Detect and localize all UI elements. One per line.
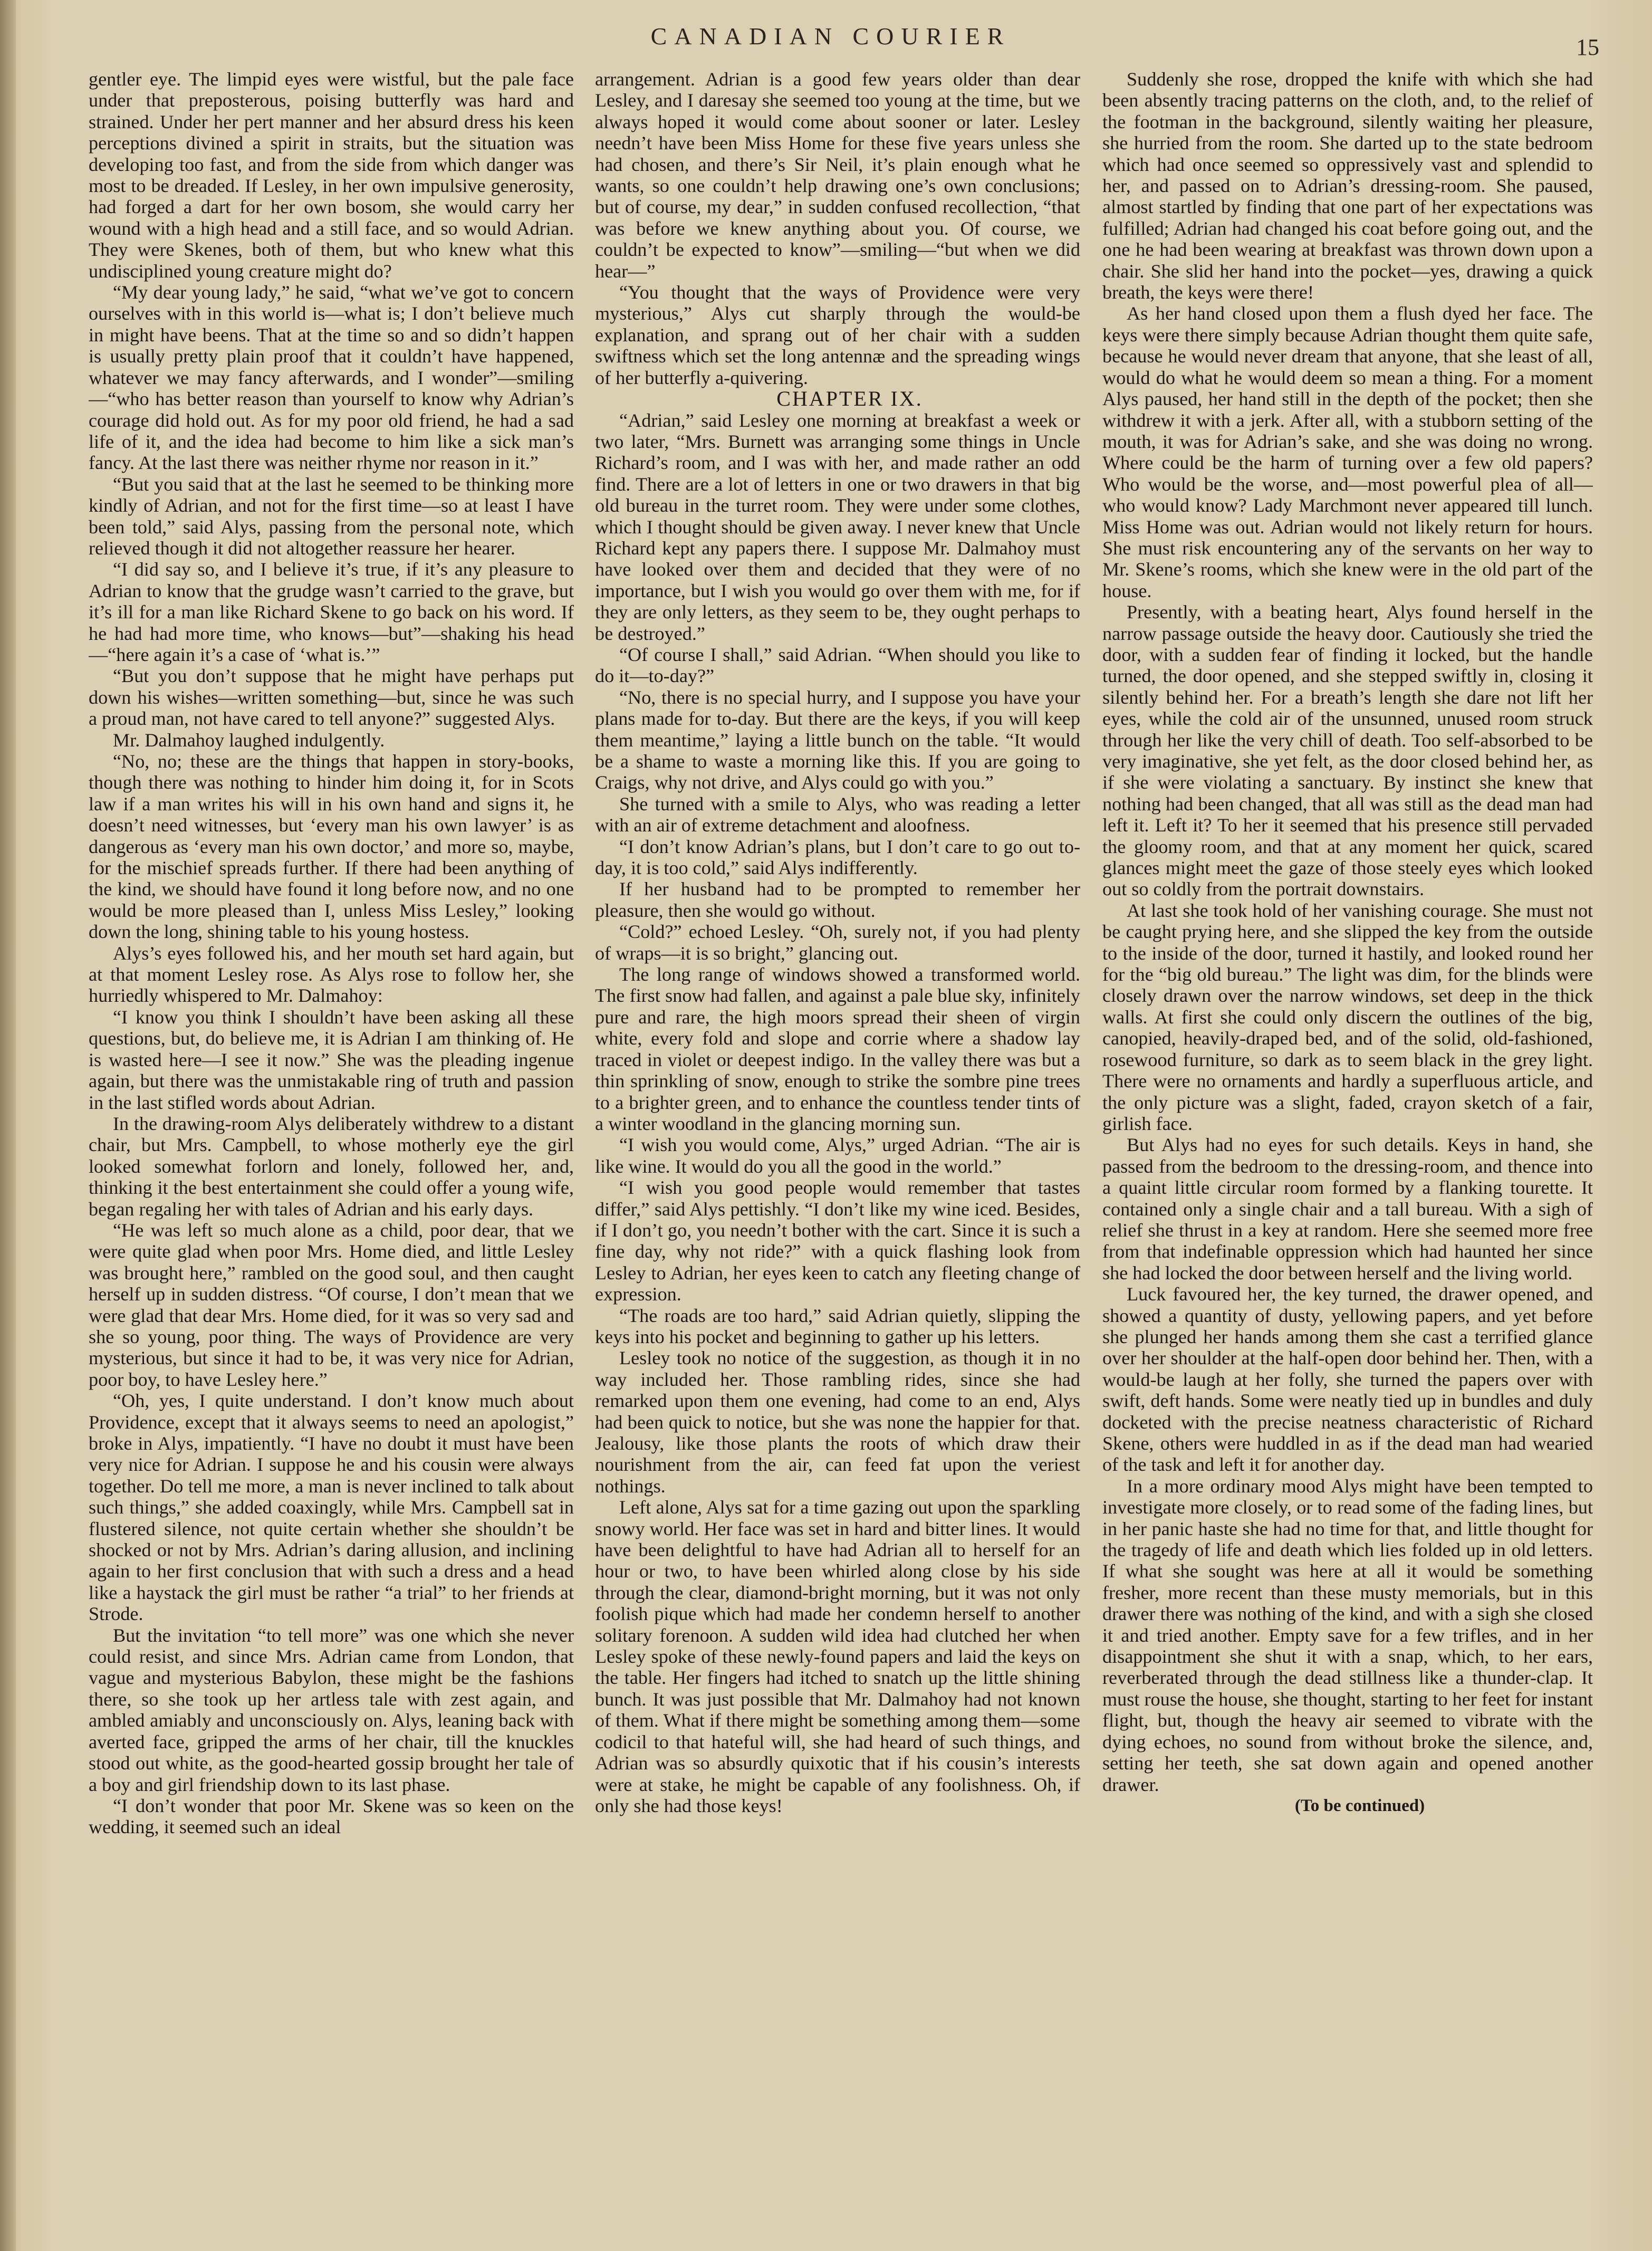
paragraph: “No, no; these are the things that happen in story-books, though there was nothing to hinder him doing it, for in Scots law if a man writes his will in his own hand and signs it, he doesn’t need witnesses, but ‘every man his own lawyer’ is as dangerous as ‘every man his own doctor,’ and more so, maybe, for the mischief spreads further. If there had been anything of the kind, we should have found it long before now, and no one would be more pleased than I, unless Miss Lesley,” looking down the long, shining table to his young hostess.: [89, 751, 574, 943]
paragraph: “He was left so much alone as a child, poor dear, that we were quite glad when poor Mrs. Home died, and little Lesley was brought here,” rambled on the good soul, and then caught herself up in sudden distress. “Of course, I don’t mean that we were glad that dear Mrs. Home died, for it was so very sad and she so young, poor thing. The ways of Providence are very mysterious, but since it had to be, it was very nice for Adrian, poor boy, to have Lesley here.”: [89, 1219, 574, 1390]
paragraph: But Alys had no eyes for such details. Keys in hand, she passed from the bedroom to the dressing-room, and thence into a quaint little circular room formed by a flanking tourette. It contained only a single chair and a tall bureau. With a sigh of relief she thrust in a key at random. Here she seemed more free from that indefinable oppression which had haunted her since she had locked the door between herself and the living world.: [1102, 1134, 1593, 1283]
paragraph: As her hand closed upon them a flush dyed her face. The keys were there simply because Adrian thought them quite safe, because he would never dream that anyone, that she least of all, would do what he would deem so mean a thing. For a moment Alys paused, her hand still in the depth of the pocket; then she withdrew it with a jerk. After all, with a stubborn setting of the mouth, it was for Adrian’s sake, and she was doing no wrong. Where could be the harm of turning over a few old papers? Who would be the worse, and—most powerful plea of all—who would know? Lady Marchmont never appeared till lunch. Miss Home was out. Adrian would not likely return for hours. She must risk encountering any of the servants on her way to Mr. Skene’s rooms, which she knew were in the old part of the house.: [1102, 303, 1593, 601]
paragraph: “I don’t know Adrian’s plans, but I don’t care to go out to-day, it is too cold,” said Alys indifferently.: [595, 836, 1080, 879]
paragraph: In the drawing-room Alys deliberately withdrew to a distant chair, but Mrs. Campbell, to whose motherly eye the girl looked somewhat forlorn and lonely, followed her, and, thinking it the best entertainment she could offer a young wife, began regaling her with tales of Adrian and his early days.: [89, 1113, 574, 1220]
paragraph: Luck favoured her, the key turned, the drawer opened, and showed a quantity of dusty, yellowing papers, and yet before she plunged her hands among them she cast a terrified glance over her shoulder at the half-open door behind her. Then, with a would-be laugh at her folly, she turned the papers over with swift, deft hands. Some were neatly tied up in bundles and duly docketed with the precise neatness characteristic of Richard Skene, others were huddled in as if the dead man had wearied of the task and left it for another day.: [1102, 1283, 1593, 1476]
paragraph: “I wish you good people would remember that tastes differ,” said Alys pettishly. “I don’t like my wine iced. Besides, if I don’t go, you needn’t bother with the cart. Since it is such a fine day, why not ride?” with a quick flashing look from Lesley to Adrian, her eyes keen to catch any fleeting change of expression.: [595, 1177, 1080, 1305]
paragraph: She turned with a smile to Alys, who was reading a letter with an air of extreme detachment and aloofness.: [595, 793, 1080, 836]
paragraph: “Cold?” echoed Lesley. “Oh, surely not, if you had plenty of wraps—it is so bright,” glancing out.: [595, 921, 1080, 964]
paragraph: Lesley took no notice of the suggestion, as though it in no way included her. Those rambling rides, since she had remarked upon them one evening, had come to an end, Alys had been quick to notice, but she was none the happier for that. Jealousy, like those plants the roots of which draw their nourishment from the air, can feed fat upon the veriest nothings.: [595, 1347, 1080, 1497]
binding-gutter: [0, 0, 16, 2251]
paragraph: In a more ordinary mood Alys might have been tempted to investigate more closely, or to read some of the fading lines, but in her panic haste she had no time for that, and little thought for the tragedy of life and death which lies folded up in old letters. If what she sought was here at all it would be something fresher, more recent than these musty memorials, but in this drawer there was nothing of the kind, and with a sigh she closed it and tried another. Empty save for a few trifles, and in her disappointment she shut it with a snap, which, to her ears, reverberated through the dead stillness like a thunder-clap. It must rouse the house, she thought, starting to her feet for instant flight, but, though the heavy air seemed to vibrate with the dying echoes, no sound from without broke the silence, and, setting her teeth, she sat down again and opened another drawer.: [1102, 1475, 1593, 1795]
paragraph: “The roads are too hard,” said Adrian quietly, slipping the keys into his pocket and beginning to gather up his letters.: [595, 1305, 1080, 1347]
paragraph: Mr. Dalmahoy laughed indulgently.: [113, 729, 385, 751]
paragraph: “I don’t wonder that poor Mr. Skene was so keen on the wedding, it seemed such an ideal: [89, 1795, 574, 1838]
paragraph: “But you don’t suppose that he might have perhaps put down his wishes—written something—but, since he was such a proud man, not have cared to tell anyone?” suggested Alys.: [89, 665, 574, 730]
text-column-1: [89, 69, 574, 1838]
paragraph: Suddenly she rose, dropped the knife with which she had been absently tracing patterns on the cloth, and, to the relief of the footman in the background, silently waiting her pleasure, she hurried from the room. She darted up to the state bedroom which had once seemed so oppressively vast and splendid to her, and passed on to Adrian’s dressing-room. She paused, almost startled by finding that one part of her expectations was fulfilled; Adrian had changed his coat before going out, and the one he had been wearing at breakfast was thrown down upon a chair. She slid her hand into the pocket—yes, drawing a quick breath, the keys were there!: [1102, 69, 1593, 303]
text-column-3: [1102, 69, 1593, 1816]
chapter-heading: CHAPTER IX.: [776, 387, 923, 411]
paragraph: “I wish you would come, Alys,” urged Adrian. “The air is like wine. It would do you all the good in the world.”: [595, 1134, 1080, 1177]
paragraph: “I know you think I shouldn’t have been asking all these questions, but, do believe me, it is Adrian I am thinking of. He is wasted here—I see it now.” She was the pleading ingenue again, but there was the unmistakable ring of truth and passion in the last stifled words about Adrian.: [89, 1006, 574, 1113]
paragraph: Left alone, Alys sat for a time gazing out upon the sparkling snowy world. Her face was set in hard and bitter lines. It would have been delightful to have had Adrian all to herself for an hour or two, to have been whirled along close by his side through the clear, diamond-bright morning, but it was not only foolish pique which had made her condemn herself to another solitary forenoon. A sudden wild idea had clutched her when Lesley spoke of these newly-found papers and laid the keys on the table. Her fingers had itched to snatch up the little shining bunch. It was just possible that Mr. Dalmahoy had not known of them. What if there might be something among them—some codicil to that hateful will, she had heard of such things, and Adrian was so absurdly quixotic that if his cousin’s interests were at stake, he might be capable of any foolishness. Oh, if only she had those keys!: [595, 1497, 1080, 1816]
paragraph: “Of course I shall,” said Adrian. “When should you like to do it—to-day?”: [595, 644, 1080, 687]
paragraph: “I did say so, and I believe it’s true, if it’s any pleasure to Adrian to know that the grudge wasn’t carried to the grave, but it’s ill for a man like Richard Skene to go back on his word. If he had had more time, who knows—but”—shaking his head—“here again it’s a case of ‘what is.’”: [89, 559, 574, 665]
paragraph: arrangement. Adrian is a good few years older than dear Lesley, and I daresay she seemed too young at the time, but we always hoped it would come about sooner or later. Lesley needn’t have been Miss Home for these five years unless she had chosen, and there’s Sir Neil, it’s plain enough what he wants, so one couldn’t help drawing one’s own conclusions; but of course, my dear,” in sudden confused recollection, “that was before we knew anything about you. Of course, we couldn’t be expected to know”—smiling—“but when we did hear—”: [595, 69, 1080, 282]
paragraph: Presently, with a beating heart, Alys found herself in the narrow passage outside the heavy door. Cautiously she tried the door, with a sudden fear of finding it locked, but the handle turned, the door opened, and she stepped swiftly in, closing it silently behind her. For a breath’s length she dare not lift her eyes, while the cold air of the unsunned, unused room struck through her like the very chill of death. Too self-absorbed to be very imaginative, she yet felt, as the door closed behind her, as if she were violating a sanctuary. By instinct she knew that nothing had been changed, that all was still as the dead man had left it. Left it? To her it seemed that his presence still pervaded the gloomy room, and that at any moment her quick, scared glances might meet the gaze of those steely eyes which looked out so coldly from the portrait downstairs.: [1102, 601, 1593, 900]
paragraph: At last she took hold of her vanishing courage. She must not be caught prying here, and she slipped the key from the outside to the inside of the door, turned it hastily, and looked round her for the “big old bureau.” The light was dim, for the blinds were closely drawn over the narrow windows, set deep in the thick walls. At first she could only discern the outlines of the big, canopied, heavily-draped bed, and of the solid, old-fashioned, rosewood furniture, so dark as to seem black in the grey light. There were no ornaments and hardly a superfluous article, and the only picture was a slight, faded, crayon sketch of a fair, girlish face.: [1102, 899, 1593, 1134]
paragraph: “But you said that at the last he seemed to be thinking more kindly of Adrian, and not for the first time—so at least I have been told,” said Alys, passing from the personal note, which relieved though it did not altogether reassure her hearer.: [89, 473, 574, 559]
paragraph: “You thought that the ways of Providence were very mysterious,” Alys cut sharply through the would-be explanation, and sprang out of her chair with a sudden swiftness which set the long antennæ and the spreading wings of her butterfly a-quivering.: [595, 282, 1080, 388]
paragraph: Alys’s eyes followed his, and her mouth set hard again, but at that moment Lesley rose. As Alys rose to follow her, she hurriedly whispered to Mr. Dalmahoy:: [89, 942, 574, 1007]
paragraph: If her husband had to be prompted to remember her pleasure, then she would go without.: [595, 878, 1080, 921]
paragraph: But the invitation “to tell more” was one which she never could resist, and since Mrs. Adrian came from London, that vague and mysterious Babylon, these might be the fashions there, so she took up her artless tale with zest again, and ambled amiably and unconsciously on. Alys, leaning back with averted face, gripped the arms of her chair, till the knuckles stood out white, as the good-hearted gossip brought her tale of a boy and girl friendship down to its last phase.: [89, 1624, 574, 1795]
page-number: 15: [1576, 34, 1599, 60]
text-column-2: [595, 69, 1080, 1816]
paragraph: The long range of windows showed a transformed world. The first snow had fallen, and against a pale blue sky, infinitely pure and rare, the high moors spread their sheen of virgin white, every fold and slope and corrie where a shadow lay traced in violet or deepest indigo. In the valley there was but a thin sprinkling of snow, enough to strike the sombre pine trees to a brighter green, and to enhance the countless tender tints of a winter woodland in the glancing morning sun.: [595, 964, 1080, 1134]
paragraph: “No, there is no special hurry, and I suppose you have your plans made for to-day. But there are the keys, if you will keep them meantime,” laying a little bunch on the table. “It would be a shame to waste a morning like this. If you are going to Craigs, why not drive, and Alys could go with you.”: [595, 686, 1080, 793]
continued-note: (To be continued): [1294, 1796, 1425, 1815]
paragraph: “Oh, yes, I quite understand. I don’t know much about Providence, except that it always seems to need an apologist,” broke in Alys, impatiently. “I have no doubt it must have been very nice for Adrian. I suppose he and his cousin were always together. Do tell me more, a man is never inclined to talk about such things,” she added coaxingly, while Mrs. Campbell sat in flustered silence, not quite certain whether she shouldn’t be shocked or not by Mrs. Adrian’s daring allusion, and inclining again to her first conclusion that with such a dress and a head like a haystack the girl must be rather “a trial” to her friends at Strode.: [89, 1390, 574, 1625]
paragraph: “Adrian,” said Lesley one morning at breakfast a week or two later, “Mrs. Burnett was arranging some things in Uncle Richard’s room, and I was with her, and made rather an odd find. There are a lot of letters in one or two drawers in that big old bureau in the turret room. They were under some clothes, which I thought should be given away. I never knew that Uncle Richard kept any papers there. I suppose Mr. Dalmahoy must have looked over them and decided that they were of no importance, but I wish you would go over them with me, for if they are only letters, as they seem to be, they ought perhaps to be destroyed.”: [595, 409, 1080, 644]
running-head: CANADIAN COURIER: [650, 23, 1011, 50]
paragraph: “My dear young lady,” he said, “what we’ve got to concern ourselves with in this world is—what is; I don’t believe much in might have beens. That at the time so and so didn’t happen is usually pretty plain proof that it couldn’t have happened, whatever we may fancy afterwards, and I wonder”—smiling—“who has better reason than yourself to know why Adrian’s courage did hold out. As for my poor old friend, he had a sad life of it, and the idea had become to him like a sick man’s fancy. At the last there was neither rhyme nor reason in it.”: [89, 282, 574, 474]
paragraph: gentler eye. The limpid eyes were wistful, but the pale face under that preposterous, poising butterfly was hard and strained. Under her pert manner and her absurd dress his keen perceptions divined a spirit in straits, but the situation was developing too fast, and from the side from which danger was most to be dreaded. If Lesley, in her own impulsive generosity, had forged a dart for her own bosom, she would carry her wound with a high head and a still face, and so would Adrian. They were Skenes, both of them, but who knew what this undisciplined young creature might do?: [89, 69, 574, 282]
